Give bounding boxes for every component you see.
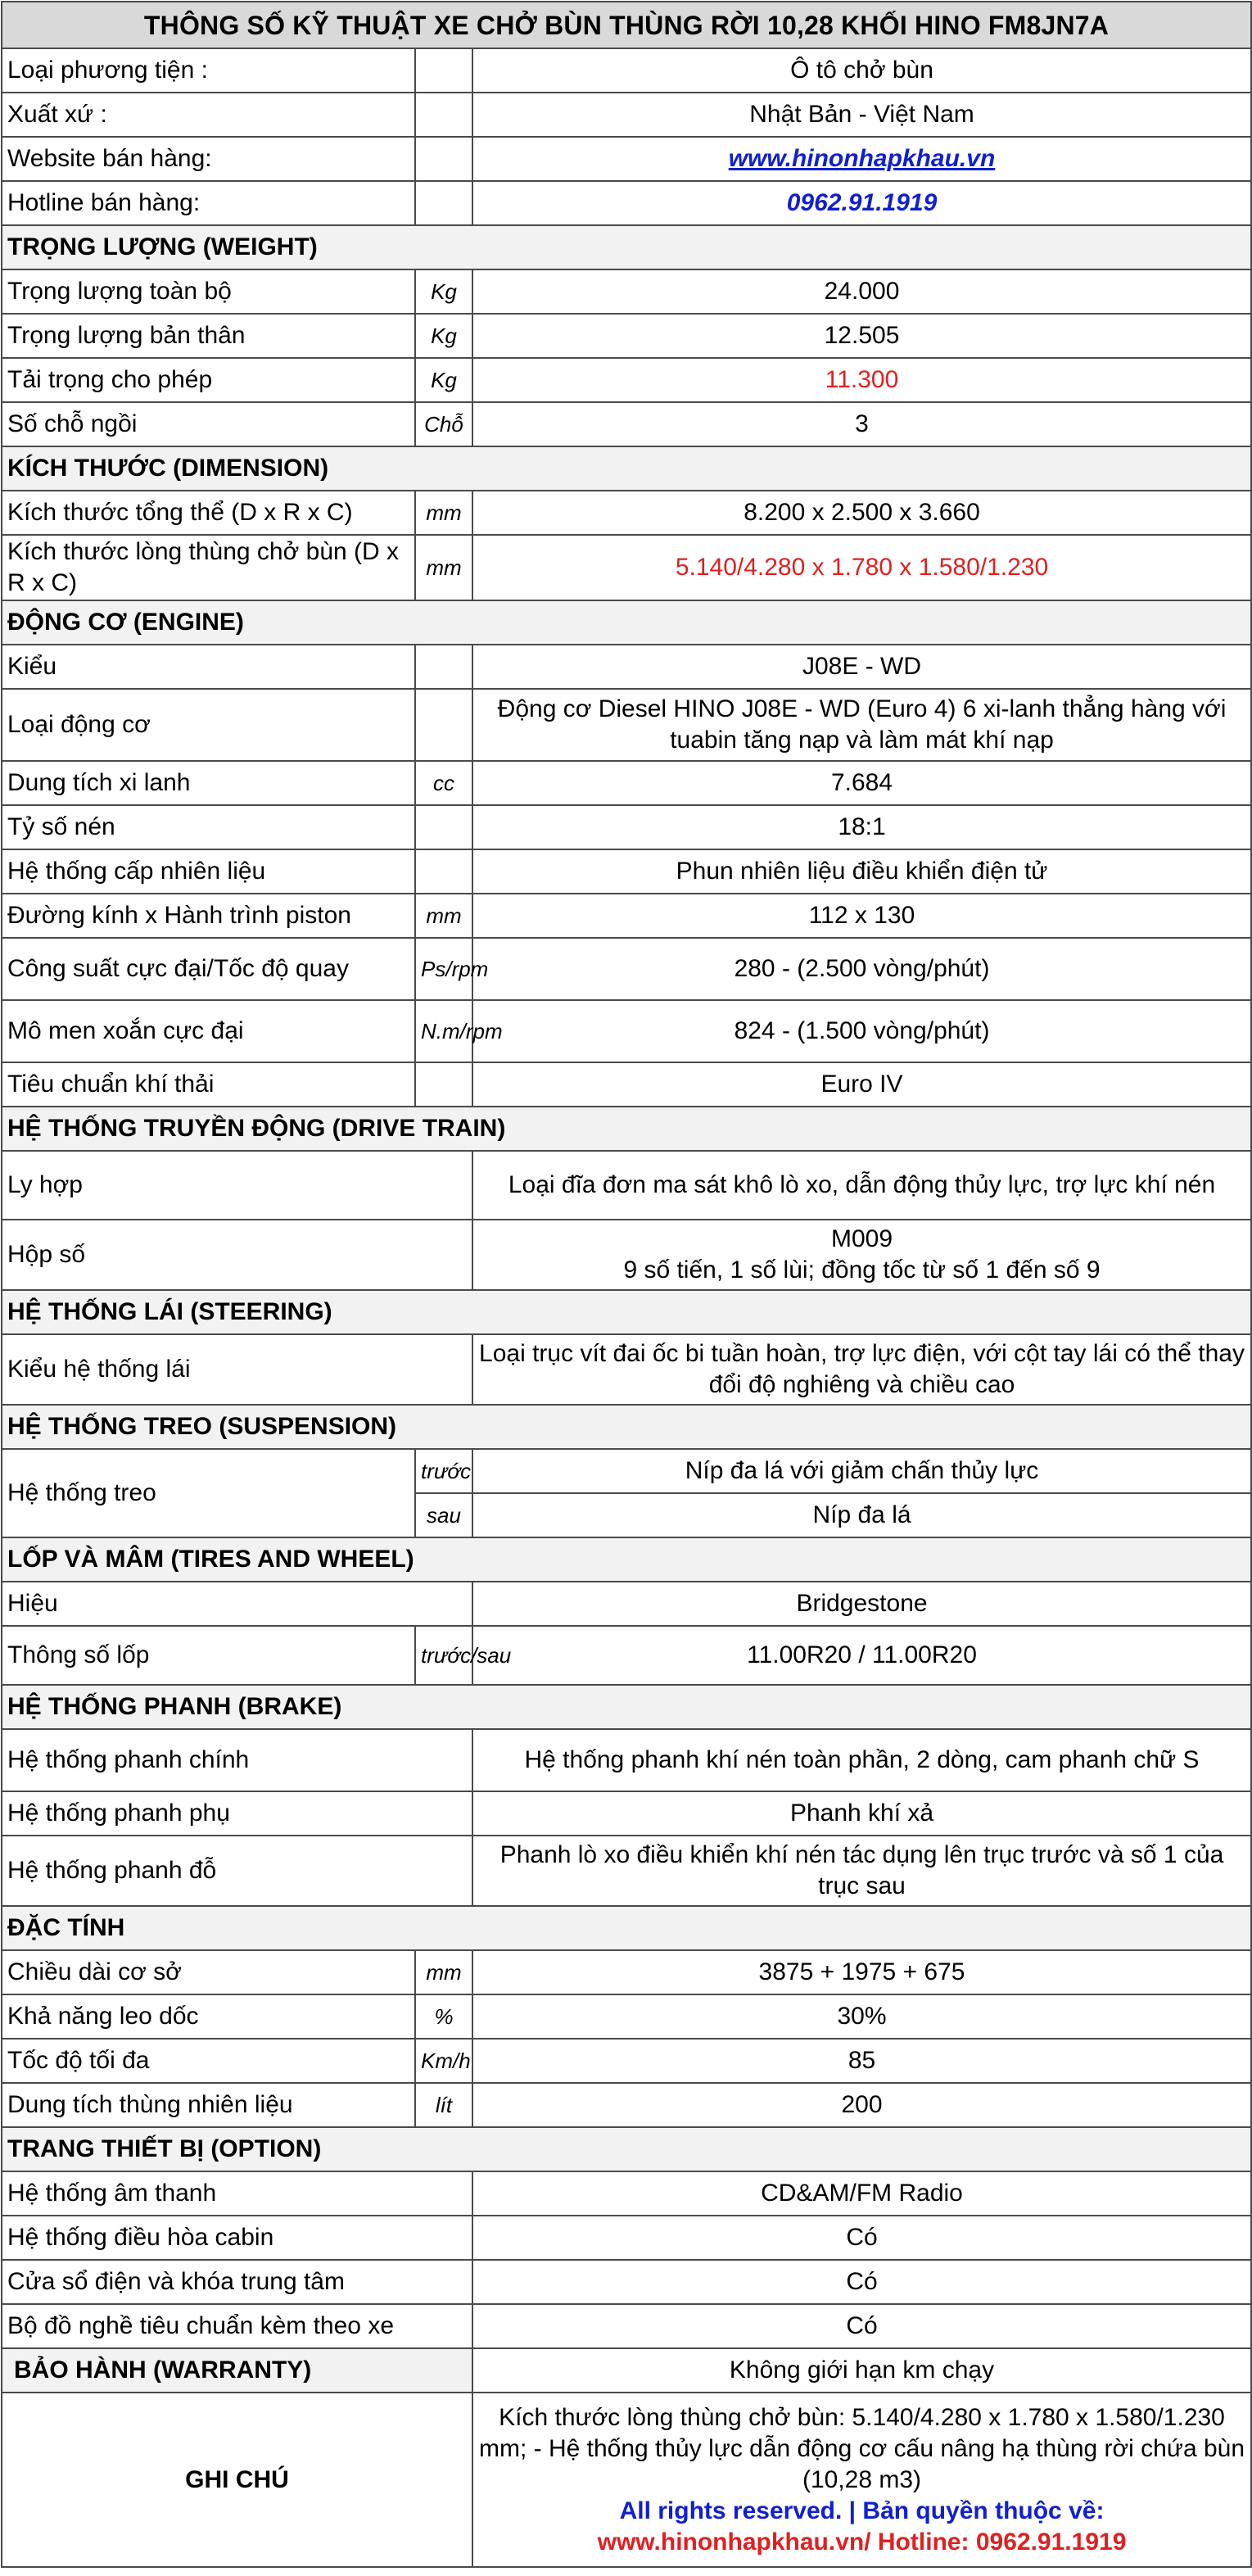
row-unit: Km/h [415,2039,472,2083]
row-label: Số chỗ ngồi [2,402,415,446]
row-label: Loại động cơ [2,689,415,761]
section-header-tires: LỐP VÀ MÂM (TIRES AND WHEEL) [2,1537,1251,1582]
row-label: Dung tích thùng nhiên liệu [2,2083,415,2127]
table-row [2,1449,1251,1493]
row-unit: N.m/rpm [415,1000,472,1062]
row-label: Hệ thống phanh đỗ [2,1836,472,1906]
table-row [2,1334,1251,1405]
section-row [2,1537,1251,1582]
section-header-steering: HỆ THỐNG LÁI (STEERING) [2,1290,1251,1334]
spec-sheet [0,1,1252,2576]
row-value: 11.00R20 / 11.00R20 [472,1626,1251,1685]
row-label: Thông số lốp [2,1626,415,1685]
row-label: Trọng lượng toàn bộ [2,269,415,314]
row-unit: Kg [415,269,472,314]
row-value: 280 - (2.500 vòng/phút) [472,938,1251,1000]
row-value: Nhật Bản - Việt Nam [472,93,1251,137]
row-label: Hệ thống treo [2,1449,415,1537]
section-row [2,1685,1251,1729]
table-row [2,181,1251,225]
row-label: Hệ thống phanh chính [2,1729,472,1791]
row-unit [415,849,472,894]
row-label: Ly hợp [2,1151,472,1220]
table-row [2,2216,1251,2260]
row-label: Kích thước tổng thể (D x R x C) [2,491,415,535]
warranty-row [2,2348,1251,2393]
row-label: Tỷ số nén [2,805,415,849]
row-label: Loại phương tiện : [2,48,415,93]
gearbox-detail: 9 số tiến, 1 số lùi; đồng tốc từ số 1 đến số 9 [623,1256,1101,1283]
table-row [2,1950,1251,1994]
row-label: Trọng lượng bản thân [2,314,415,358]
row-value: 3875 + 1975 + 675 [472,1950,1251,1994]
row-value: Níp đa lá [472,1493,1251,1537]
row-unit: trước [415,1449,472,1493]
row-value: 7.684 [472,761,1251,805]
row-label: Hộp số [2,1220,472,1290]
table-row [2,761,1251,805]
section-header-dimension: KÍCH THƯỚC (DIMENSION) [2,446,1251,491]
table-row [2,1791,1251,1836]
section-row [2,1906,1251,1950]
row-unit: sau [415,1493,472,1537]
row-value: 30% [472,1994,1251,2039]
table-row [2,645,1251,689]
row-value: 824 - (1.500 vòng/phút) [472,1000,1251,1062]
row-value: Có [472,2304,1251,2348]
row-value: 200 [472,2083,1251,2127]
section-header-engine: ĐỘNG CƠ (ENGINE) [2,600,1251,645]
row-unit: lít [415,2083,472,2127]
table-row [2,1062,1251,1107]
row-unit: Kg [415,358,472,402]
row-label: Chiều dài cơ sở [2,1950,415,1994]
page-title: THÔNG SỐ KỸ THUẬT XE CHỞ BÙN THÙNG RỜI 10,28 KHỐI HINO FM8JN7A [2,2,1251,48]
table-row [2,358,1251,402]
row-value [472,1220,1251,1290]
row-label: Tải trọng cho phép [2,358,415,402]
website-link[interactable]: www.hinonhapkhau.vn [728,145,996,172]
hotline-number: 0962.91.1919 [786,189,938,216]
note-label: GHI CHÚ [2,2393,472,2567]
section-header-features: ĐẶC TÍNH [2,1906,1251,1950]
row-value: 85 [472,2039,1251,2083]
row-value: 18:1 [472,805,1251,849]
row-label: Đường kính x Hành trình piston [2,894,415,938]
row-label: Hotline bán hàng: [2,181,415,225]
table-row [2,402,1251,446]
section-row [2,2127,1251,2171]
row-label: Hệ thống cấp nhiên liệu [2,849,415,894]
row-value: Có [472,2260,1251,2304]
row-label: Kiểu hệ thống lái [2,1334,472,1405]
table-row [2,1220,1251,1290]
row-label: Khả năng leo dốc [2,1994,415,2039]
warranty-value: Không giới hạn km chạy [472,2348,1251,2393]
table-row [2,1151,1251,1220]
row-value: CD&AM/FM Radio [472,2171,1251,2216]
section-row [2,1107,1251,1151]
row-value: Động cơ Diesel HINO J08E - WD (Euro 4) 6 xi-lanh thẳng hàng với tuabin tăng nạp và làm mát khí nạp [472,689,1251,761]
row-unit: mm [415,894,472,938]
row-unit [415,181,472,225]
title-row [2,2,1251,48]
row-unit: Chỗ [415,402,472,446]
row-unit [415,48,472,93]
row-unit: Ps/rpm [415,938,472,1000]
row-unit [415,1062,472,1107]
row-label: Tốc độ tối đa [2,2039,415,2083]
row-value: 112 x 130 [472,894,1251,938]
section-row [2,446,1251,491]
row-label: Kiểu [2,645,415,689]
section-header-options: TRANG THIẾT BỊ (OPTION) [2,2127,1251,2171]
warranty-label: BẢO HÀNH (WARRANTY) [2,2348,472,2393]
section-header-suspension: HỆ THỐNG TREO (SUSPENSION) [2,1405,1251,1449]
row-value: Hệ thống phanh khí nén toàn phần, 2 dòng, cam phanh chữ S [472,1729,1251,1791]
table-row [2,535,1251,600]
row-label: Hệ thống phanh phụ [2,1791,472,1836]
row-value: 3 [472,402,1251,446]
row-unit [415,137,472,181]
section-row [2,1290,1251,1334]
section-header-drivetrain: HỆ THỐNG TRUYỀN ĐỘNG (DRIVE TRAIN) [2,1107,1251,1151]
row-value: Euro IV [472,1062,1251,1107]
section-row [2,225,1251,269]
gearbox-model: M009 [830,1225,893,1252]
row-value: Phanh khí xả [472,1791,1251,1836]
table-row [2,805,1251,849]
table-row [2,849,1251,894]
row-unit: cc [415,761,472,805]
row-label: Cửa sổ điện và khóa trung tâm [2,2260,472,2304]
row-unit: mm [415,491,472,535]
row-value: 8.200 x 2.500 x 3.660 [472,491,1251,535]
row-label: Kích thước lòng thùng chở bùn (D x R x C) [2,535,415,600]
row-unit [415,93,472,137]
note-content [472,2393,1251,2567]
table-row [2,1994,1251,2039]
table-row [2,2083,1251,2127]
row-value: Phun nhiên liệu điều khiển điện tử [472,849,1251,894]
section-header-weight: TRỌNG LƯỢNG (WEIGHT) [2,225,1251,269]
table-row [2,1729,1251,1791]
table-row [2,314,1251,358]
table-row [2,689,1251,761]
row-value: J08E - WD [472,645,1251,689]
row-unit: % [415,1994,472,2039]
row-value: 5.140/4.280 x 1.780 x 1.580/1.230 [472,535,1251,600]
row-label: Hệ thống điều hòa cabin [2,2216,472,2260]
table-row [2,1626,1251,1685]
row-value: Ô tô chở bùn [472,48,1251,93]
row-unit: mm [415,535,472,600]
row-label: Bộ đồ nghề tiêu chuẩn kèm theo xe [2,2304,472,2348]
row-value [472,137,1251,181]
section-row [2,600,1251,645]
table-row [2,93,1251,137]
table-row [2,2260,1251,2304]
table-row [2,269,1251,314]
copyright-text: All rights reserved. | Bản quyền thuộc về: [619,2497,1105,2524]
row-value: 12.505 [472,314,1251,358]
note-text: Kích thước lòng thùng chở bùn: 5.140/4.280 x 1.780 x 1.580/1.230 mm; - Hệ thống thủy lực dẫn động cơ cấu nâng hạ thùng rời chứa bùn (10,28 m3) [478,2403,1245,2493]
row-label: Công suất cực đại/Tốc độ quay [2,938,415,1000]
table-row [2,2304,1251,2348]
row-label: Dung tích xi lanh [2,761,415,805]
table-row [2,894,1251,938]
row-value [472,181,1251,225]
table-row [2,1582,1251,1626]
row-value: Bridgestone [472,1582,1251,1626]
note-row [2,2393,1251,2567]
row-unit [415,805,472,849]
table-row [2,1000,1251,1062]
table-row [2,491,1251,535]
row-value: Níp đa lá với giảm chấn thủy lực [472,1449,1251,1493]
section-header-brake: HỆ THỐNG PHANH (BRAKE) [2,1685,1251,1729]
row-label: Mô men xoắn cực đại [2,1000,415,1062]
table-row [2,137,1251,181]
row-unit [415,689,472,761]
row-value: Phanh lò xo điều khiển khí nén tác dụng lên trục trước và số 1 của trục sau [472,1836,1251,1906]
table-row [2,1836,1251,1906]
row-value: Có [472,2216,1251,2260]
row-label: Website bán hàng: [2,137,415,181]
table-row [2,938,1251,1000]
contact-text[interactable]: www.hinonhapkhau.vn/ Hotline: 0962.91.1919 [597,2528,1127,2556]
row-label: Hệ thống âm thanh [2,2171,472,2216]
row-label: Xuất xứ : [2,93,415,137]
row-value: Loại trục vít đai ốc bi tuần hoàn, trợ lực điện, với cột tay lái có thể thay đổi độ nghiêng và chiều cao [472,1334,1251,1405]
row-label: Hiệu [2,1582,472,1626]
row-label: Tiêu chuẩn khí thải [2,1062,415,1107]
table-row [2,2039,1251,2083]
row-unit: mm [415,1950,472,1994]
table-row [2,48,1251,93]
section-row [2,1405,1251,1449]
row-value: 24.000 [472,269,1251,314]
row-value: Loại đĩa đơn ma sát khô lò xo, dẫn động thủy lực, trợ lực khí nén [472,1151,1251,1220]
table-row [2,2171,1251,2216]
spec-table [1,1,1252,2568]
row-unit: trước/sau [415,1626,472,1685]
row-value: 11.300 [472,358,1251,402]
row-unit: Kg [415,314,472,358]
row-unit [415,645,472,689]
